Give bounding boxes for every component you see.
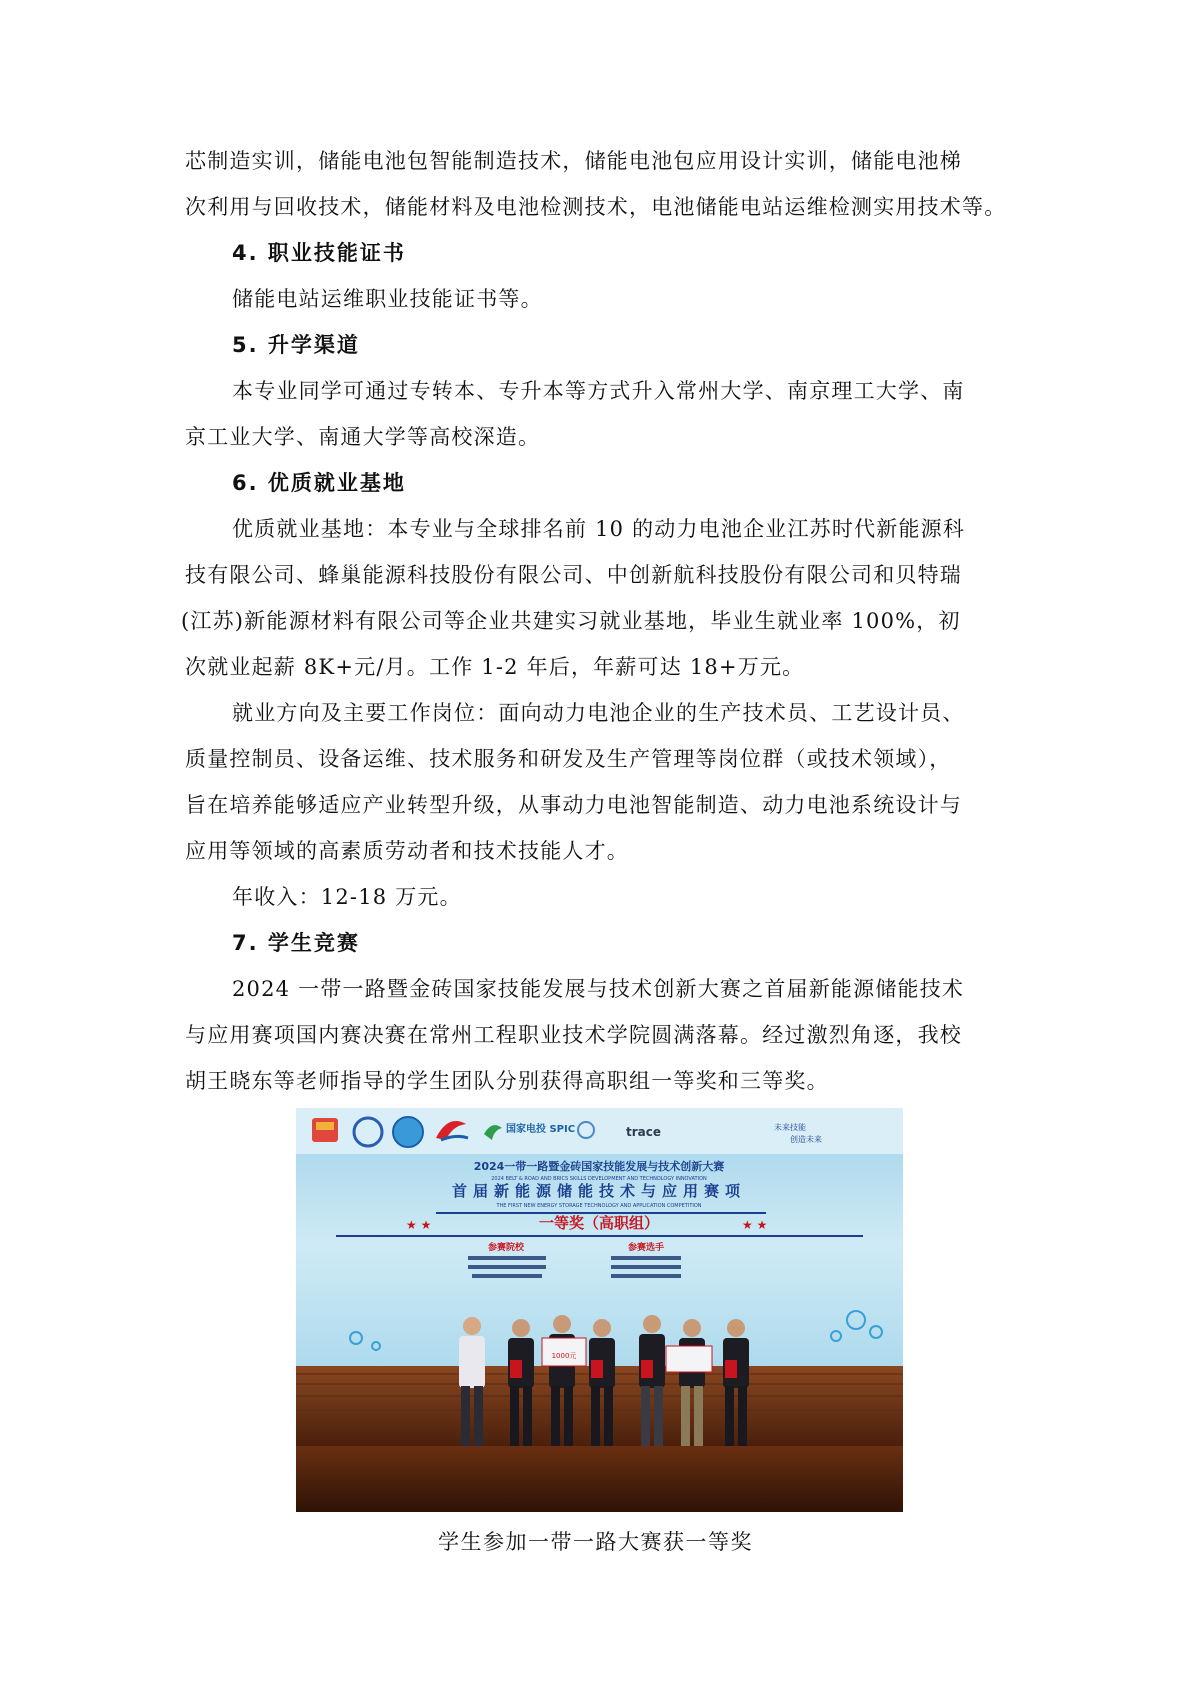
paragraph-line: 年收入：12-18 万元。 (232, 885, 462, 909)
banner-award: 一等奖（高职组） (538, 1214, 660, 1232)
stage-floor (296, 1446, 903, 1512)
paragraph-line: 质量控制员、设备运维、技术服务和研发及生产管理等岗位群（或技术领域）， (185, 747, 952, 771)
paragraph-line: (江苏)新能源材料有限公司等企业共建实习就业基地，毕业生就业率 100%，初 (181, 609, 961, 633)
sponsor-logo-icon (312, 1118, 338, 1142)
section-heading-further-study: 5. 升学渠道 (232, 333, 360, 357)
player-column-label: 参赛选手 (627, 1243, 665, 1253)
star-icon: ★ ★ (742, 1218, 768, 1232)
section-heading-competition: 7. 学生竞赛 (232, 931, 360, 955)
award-photo (296, 1108, 903, 1512)
section-heading-employment-base: 6. 优质就业基地 (232, 471, 406, 495)
paragraph-line: 2024 一带一路暨金砖国家技能发展与技术创新大赛之首届新能源储能技术 (232, 977, 965, 1001)
banner-title-en: 2024 BELT & ROAD AND BRICS SKILLS DEVELOPMENT AND TECHNOLOGY INNOVATION (491, 1176, 707, 1182)
paragraph-line: 与应用赛项国内赛决赛在常州工程职业技术学院圆满落幕。经过激烈角逐，我校 (185, 1023, 962, 1047)
small-logo-icon (578, 1122, 594, 1138)
star-icon: ★ ★ (406, 1218, 432, 1232)
school-column-label: 参赛院校 (487, 1243, 525, 1253)
paragraph-line: 就业方向及主要工作岗位：面向动力电池企业的生产技术员、工艺设计员、 (232, 701, 965, 725)
paragraph-line: 次利用与回收技术，储能材料及电池检测技术，电池储能电站运维检测实用技术等。 (185, 195, 1007, 219)
globe-logo-icon (393, 1117, 423, 1147)
prize-placard (666, 1346, 712, 1372)
banner-event-en: THE FIRST NEW ENERGY STORAGE TECHNOLOGY AND APPLICATION COMPETITION (496, 1203, 702, 1209)
banner-title-cn: 2024一带一路暨金砖国家技能发展与技术创新大赛 (473, 1160, 725, 1173)
slogan-text-2: 创造未来 (790, 1135, 822, 1144)
trace-logo-text: trace (626, 1125, 662, 1139)
spic-logo-text: 国家电投 SPIC (506, 1124, 576, 1135)
paragraph-line: 优质就业基地：本专业与全球排名前 10 的动力电池企业江苏时代新能源科 (232, 517, 966, 541)
paragraph-line: 京工业大学、南通大学等高校深造。 (185, 425, 541, 449)
paragraph-line: 应用等领域的高素质劳动者和技术技能人才。 (185, 839, 629, 863)
paragraph-line: 次就业起薪 8K+元/月。工作 1-2 年后，年薪可达 18+万元。 (185, 655, 805, 679)
section-heading-certificate: 4. 职业技能证书 (232, 241, 406, 265)
prize-placard-text: 1000元 (551, 1352, 577, 1360)
photo-caption: 学生参加一带一路大赛获一等奖 (438, 1530, 753, 1554)
paragraph-line: 技有限公司、蜂巢能源科技股份有限公司、中创新航科技股份有限公司和贝特瑞 (185, 563, 962, 587)
slogan-text: 未来技能 (774, 1123, 806, 1132)
paragraph-line: 胡王晓东等老师指导的学生团队分别获得高职组一等奖和三等奖。 (185, 1069, 829, 1093)
paragraph-line: 本专业同学可通过专转本、专升本等方式升入常州大学、南京理工大学、南 (232, 379, 965, 403)
paragraph-line: 芯制造实训，储能电池包智能制造技术，储能电池包应用设计实训，储能电池梯 (185, 149, 962, 173)
banner-event-cn: 首届新能源储能技术与应用赛项 (451, 1182, 747, 1200)
paragraph-line: 旨在培养能够适应产业转型升级，从事动力电池智能制造、动力电池系统设计与 (185, 793, 962, 817)
logo-strip (296, 1108, 903, 1154)
paragraph-line: 储能电站运维职业技能证书等。 (232, 287, 543, 311)
